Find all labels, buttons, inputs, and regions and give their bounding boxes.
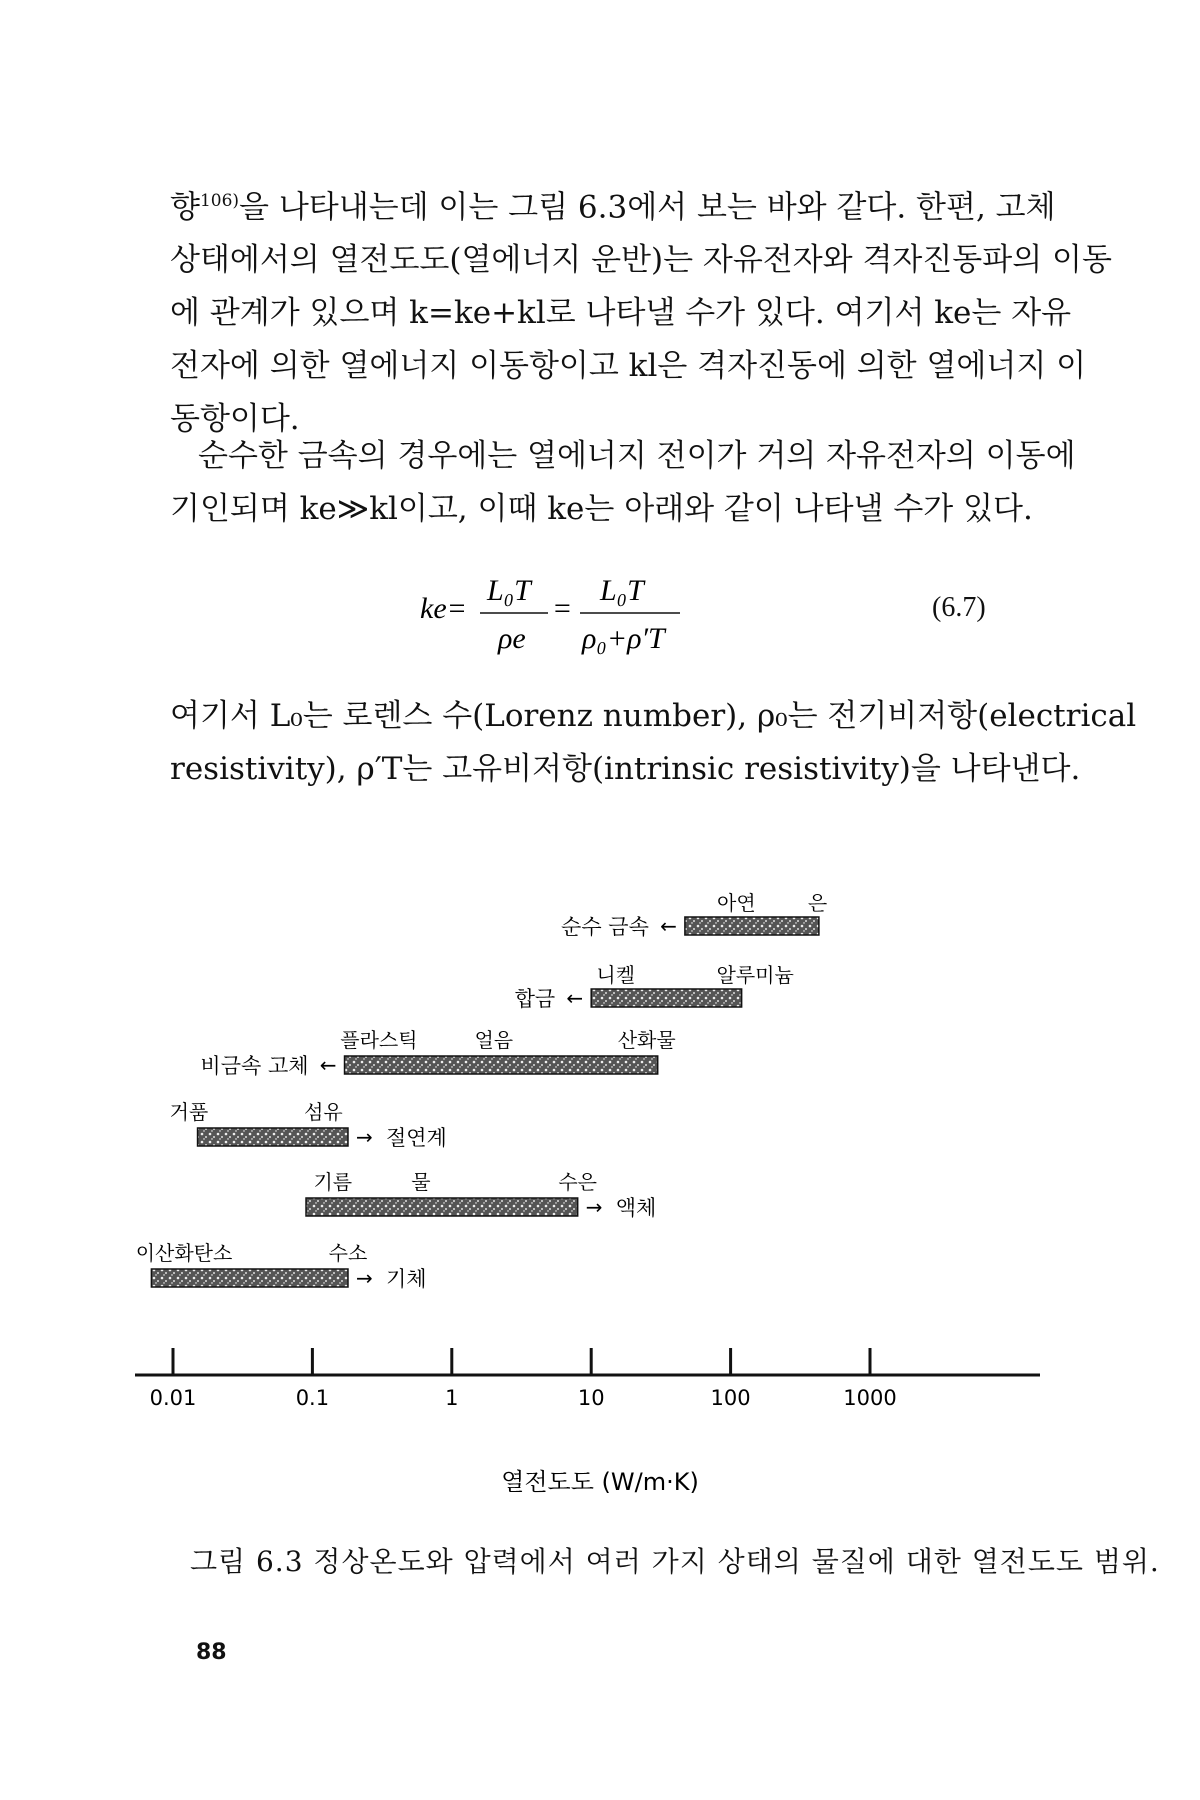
paragraph-line: 에 관계가 있으며 k=ke+kl로 나타낼 수가 있다. 여기서 ke는 자유 [170,295,1072,332]
paragraph-1 [170,175,1112,446]
equation-equals: = [552,592,573,625]
paragraph-3 [170,690,1137,796]
range-bar [198,1128,348,1146]
paragraph-line: 동항이다. [170,401,300,438]
arrow-icon: ← [660,914,677,938]
annotation-label: 거품 [169,1100,209,1124]
arrow-icon: ← [319,1053,337,1077]
annotation-label: 섬유 [304,1100,343,1124]
range-group [561,891,827,939]
range-label: 비금속 고체 [200,1054,309,1078]
thermal-conductivity-chart [0,860,1200,1520]
paragraph-line: 순수한 금속의 경우에는 열에너지 전이가 거의 자유전자의 이동에 [198,438,1076,474]
equation-denominator-2: ρ₀+ρ′T [582,622,665,655]
arrow-icon: → [585,1195,603,1219]
annotation-label: 산화물 [617,1028,676,1052]
x-tick-label: 0.01 [149,1386,197,1410]
annotation-label: 수은 [558,1170,598,1194]
annotation-label: 이산화탄소 [135,1241,233,1265]
range-bar [591,989,741,1007]
equation-number: (6.7) [932,592,986,623]
figure-caption: 그림 6.3 정상온도와 압력에서 여러 가지 상태의 물질에 대한 열전도도 범위. [190,1545,1160,1578]
paragraph-line: 기인되며 ke≫kl이고, 이때 ke는 아래와 같이 나타낼 수가 있다. [170,491,1033,527]
paragraph-line: resistivity), ρ′T는 고유비저항(intrinsic resistivity)을 나타낸다. [170,751,1081,787]
equation-numerator-2: L₀T [600,574,644,607]
range-bar [345,1056,658,1074]
range-label: 액체 [615,1196,657,1220]
range-bar [306,1198,578,1216]
annotation-label: 기름 [313,1170,353,1194]
equation-denominator-1: ρe [498,622,526,655]
range-label: 절연계 [385,1126,447,1150]
paragraph-line: 상태에서의 열전도도(열에너지 운반)는 자유전자와 격자진동파의 이동 [170,242,1112,279]
x-tick-label: 10 [577,1386,605,1410]
range-bar [151,1269,348,1287]
x-tick-label: 0.1 [295,1386,330,1410]
arrow-icon: ← [566,986,584,1010]
annotation-label: 은 [807,891,828,915]
arrow-icon: → [355,1125,373,1149]
x-tick-label: 1000 [843,1386,897,1410]
annotation-label: 물 [411,1170,431,1194]
range-label: 합금 [514,987,556,1011]
equation-6-7 [0,565,1200,675]
x-axis-label: 열전도도 (W/m·K) [501,1468,699,1496]
range-group [136,1241,427,1291]
range-group [306,1170,656,1220]
range-group [170,1100,447,1150]
paragraph-line: 여기서 L₀는 로렌스 수(Lorenz number), ρ₀는 전기비저항(electrical [170,698,1137,734]
paragraph-line: 전자에 의한 열에너지 이동항이고 kl은 격자진동에 의한 열에너지 이 [170,348,1087,385]
x-tick-label: 100 [710,1386,751,1410]
range-label: 순수 금속 [561,915,649,939]
paragraph-2 [170,430,1076,536]
equation-numerator-1: L₀T [487,574,531,607]
page-number: 88 [196,1640,227,1665]
annotation-label: 아연 [717,891,756,915]
annotation-label: 니켈 [596,963,636,987]
annotation-label: 플라스틱 [340,1028,418,1052]
equation-lhs: ke= [420,592,467,625]
arrow-icon: → [355,1266,373,1290]
annotation-label: 알루미늄 [716,963,794,987]
range-group [200,1028,675,1078]
range-group [515,963,794,1011]
range-label: 기체 [385,1267,427,1291]
annotation-label: 얼음 [474,1028,514,1052]
paragraph-line: 향$^{106)}$을 나타내는데 이는 그림 6.3에서 보는 바와 같다. 한편, 고체 [170,189,1056,226]
range-bar [685,917,819,935]
annotation-label: 수소 [328,1241,368,1265]
x-tick-label: 1 [445,1386,459,1410]
